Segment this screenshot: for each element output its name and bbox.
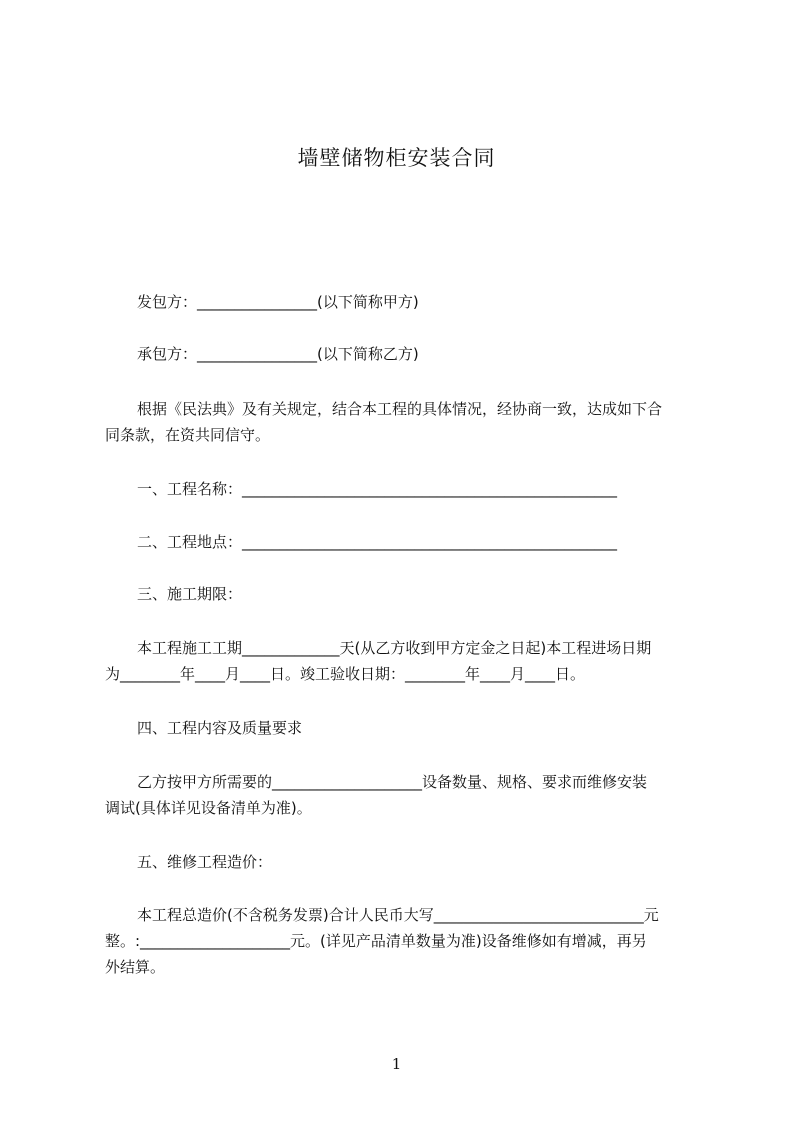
clause-3-heading: 三、施工期限： [137, 585, 243, 603]
clause-3-line-2: 为________年____月____日。竣工验收日期：________年____月____日。 [105, 665, 586, 683]
clause-5-line-3: 外结算。 [105, 958, 166, 976]
clause-4-heading: 四、工程内容及质量要求 [137, 719, 303, 737]
clause-5-line-1: 本工程总造价(不含税务发票)合计人民币大写____________________________元 [137, 906, 659, 924]
preamble-line-1: 根据《民法典》及有关规定，结合本工程的具体情况，经协商一致，达成如下合 [137, 400, 663, 418]
clause-1-project-name: 一、工程名称：__________________________________________________ [137, 480, 618, 498]
clause-5-heading: 五、维修工程造价： [137, 853, 273, 871]
clause-3-line-1: 本工程施工工期_____________天(从乙方收到甲方定金之日起)本工程进场日期 [137, 639, 652, 657]
page-number: 1 [391, 1055, 402, 1073]
document-title: 墙壁储物柜安装合同 [297, 146, 496, 170]
preamble-line-2: 同条款，在资共同信守。 [105, 426, 271, 444]
clause-2-project-location: 二、工程地点：__________________________________________________ [137, 533, 618, 551]
clause-5-line-2: 整。:____________________元。(详见产品清单数量为准)设备维修如有增减，再另 [105, 932, 647, 950]
party-b-line: 承包方：________________(以下简称乙方) [137, 345, 419, 363]
party-a-line: 发包方：________________(以下简称甲方) [137, 293, 419, 311]
clause-4-line-2: 调试(具体详见设备清单为准)。 [105, 799, 312, 817]
clause-4-line-1: 乙方按甲方所需要的____________________设备数量、规格、要求而维修安装 [137, 773, 648, 791]
